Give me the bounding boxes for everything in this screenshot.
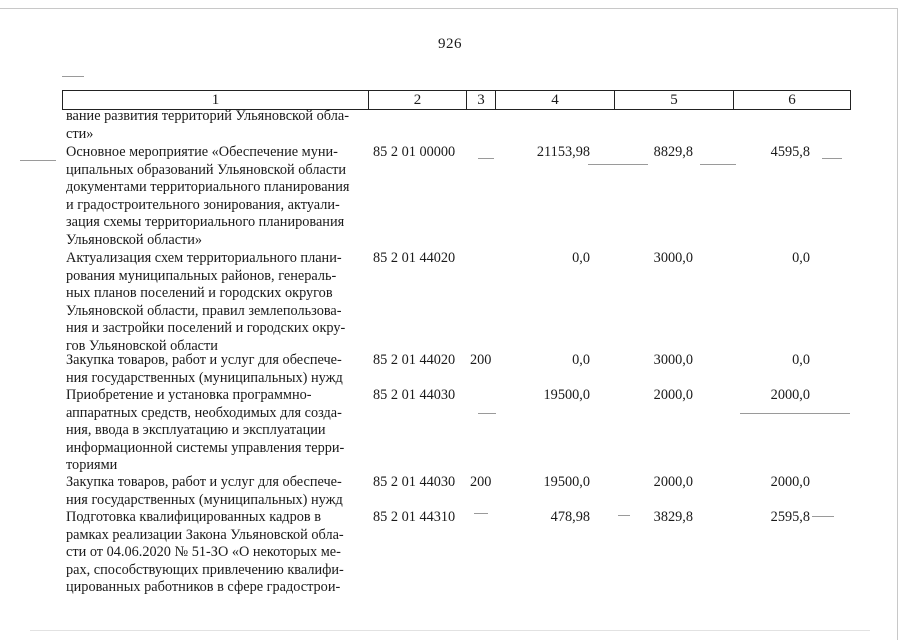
row-value-col6: 0,0 bbox=[792, 250, 810, 266]
row-name-line: ния, ввода в эксплуатацию и эксплуатации bbox=[66, 422, 326, 439]
row-name-line: и градостроительного зонирования, актуали- bbox=[66, 196, 340, 213]
row-name bbox=[66, 474, 362, 509]
row-name-line: ния и застройки поселений и городских окру- bbox=[66, 320, 346, 337]
row-value-col6: 2595,8 bbox=[770, 509, 810, 525]
row-value-col6: 2000,0 bbox=[770, 387, 810, 403]
row-value-col4: 19500,0 bbox=[543, 474, 590, 490]
scan-artifact bbox=[618, 515, 630, 516]
row-name-line: Актуализация схем территориального плани- bbox=[66, 250, 342, 266]
row-name-line: Основное мероприятие «Обеспечение муни- bbox=[66, 144, 338, 160]
column-header-5: 5 bbox=[615, 91, 734, 110]
row-value-col5: 3000,0 bbox=[653, 352, 693, 368]
row-code: 85 2 01 44020 bbox=[373, 352, 456, 368]
row-code: 85 2 01 44310 bbox=[373, 509, 456, 525]
row-code: 85 2 01 44030 bbox=[373, 387, 456, 403]
row-name-line: документами территориального планирования bbox=[66, 179, 350, 196]
scan-artifact bbox=[740, 413, 850, 414]
row-name-line: рах, способствующих привлечению квалифи- bbox=[66, 561, 344, 578]
table-header bbox=[62, 90, 851, 110]
row-expense-type: 200 bbox=[470, 352, 492, 368]
row-code: 85 2 01 44020 bbox=[373, 250, 456, 266]
row-name-line: ториями bbox=[66, 457, 118, 474]
row-name-line: гов Ульяновской области bbox=[66, 337, 218, 354]
row-name-line: Подготовка квалифицированных кадров в bbox=[66, 509, 321, 525]
scan-artifact bbox=[812, 516, 834, 517]
row-expense-type: 200 bbox=[470, 474, 492, 490]
row-name bbox=[66, 108, 362, 143]
scan-artifact bbox=[478, 158, 494, 159]
row-value-col4: 21153,98 bbox=[536, 144, 590, 160]
row-name bbox=[66, 387, 362, 475]
row-name-line: Ульяновской области, правил землепользова- bbox=[66, 302, 342, 319]
column-header-3: 3 bbox=[467, 91, 496, 110]
scan-artifact bbox=[30, 630, 870, 631]
row-name-line: сти от 04.06.2020 № 51-ЗО «О некоторых ме- bbox=[66, 544, 341, 561]
row-name-line: Ульяновской области» bbox=[66, 231, 203, 248]
row-name-line: Приобретение и установка программно- bbox=[66, 387, 312, 403]
row-name-line: Закупка товаров, работ и услуг для обеспече- bbox=[66, 352, 342, 368]
row-value-col6: 4595,8 bbox=[770, 144, 810, 160]
row-name-line: вание развития территорий Ульяновской обла- bbox=[66, 108, 349, 124]
row-name-line: ния государственных (муниципальных) нужд bbox=[66, 491, 343, 508]
row-value-col4: 478,98 bbox=[550, 509, 590, 525]
row-name-line: ния государственных (муниципальных) нужд bbox=[66, 369, 343, 386]
row-code: 85 2 01 00000 bbox=[373, 144, 456, 160]
scan-artifact bbox=[62, 76, 84, 77]
scan-artifact bbox=[700, 164, 736, 165]
row-name bbox=[66, 509, 362, 597]
row-name-line: Закупка товаров, работ и услуг для обеспече- bbox=[66, 474, 342, 490]
scan-artifact bbox=[588, 164, 648, 165]
row-name bbox=[66, 144, 362, 250]
scan-artifact bbox=[822, 158, 842, 159]
row-name-line: рования муниципальных районов, генераль- bbox=[66, 267, 337, 284]
row-name-line: цированных работников в сфере градострои- bbox=[66, 579, 341, 596]
row-value-col5: 3000,0 bbox=[653, 250, 693, 266]
column-header-1: 1 bbox=[63, 91, 369, 110]
row-name-line: сти» bbox=[66, 125, 94, 142]
column-header-2: 2 bbox=[369, 91, 467, 110]
row-value-col4: 19500,0 bbox=[543, 387, 590, 403]
row-value-col5: 2000,0 bbox=[653, 474, 693, 490]
row-name-line: аппаратных средств, необходимых для созда- bbox=[66, 404, 342, 421]
scan-artifact bbox=[20, 160, 56, 161]
scan-artifact bbox=[474, 513, 488, 514]
scan-artifact bbox=[478, 413, 496, 414]
row-value-col6: 2000,0 bbox=[770, 474, 810, 490]
row-value-col6: 0,0 bbox=[792, 352, 810, 368]
column-header-6: 6 bbox=[734, 91, 851, 110]
table-header-row bbox=[63, 91, 851, 110]
row-name-line: зация схемы территориального планирования bbox=[66, 214, 345, 231]
row-name-line: ципальных образований Ульяновской области bbox=[66, 161, 347, 178]
row-value-col5: 8829,8 bbox=[653, 144, 693, 160]
row-value-col5: 2000,0 bbox=[653, 387, 693, 403]
row-value-col4: 0,0 bbox=[572, 352, 590, 368]
row-value-col5: 3829,8 bbox=[653, 509, 693, 525]
row-name-line: информационной системы управления терри- bbox=[66, 439, 345, 456]
row-name-line: ных планов поселений и городских округов bbox=[66, 285, 333, 302]
column-header-4: 4 bbox=[496, 91, 615, 110]
row-code: 85 2 01 44030 bbox=[373, 474, 456, 490]
row-name bbox=[66, 352, 362, 387]
row-name-line: рамках реализации Закона Ульяновской обла- bbox=[66, 526, 344, 543]
row-name bbox=[66, 250, 362, 356]
row-value-col4: 0,0 bbox=[572, 250, 590, 266]
page-number: 926 bbox=[438, 36, 462, 52]
